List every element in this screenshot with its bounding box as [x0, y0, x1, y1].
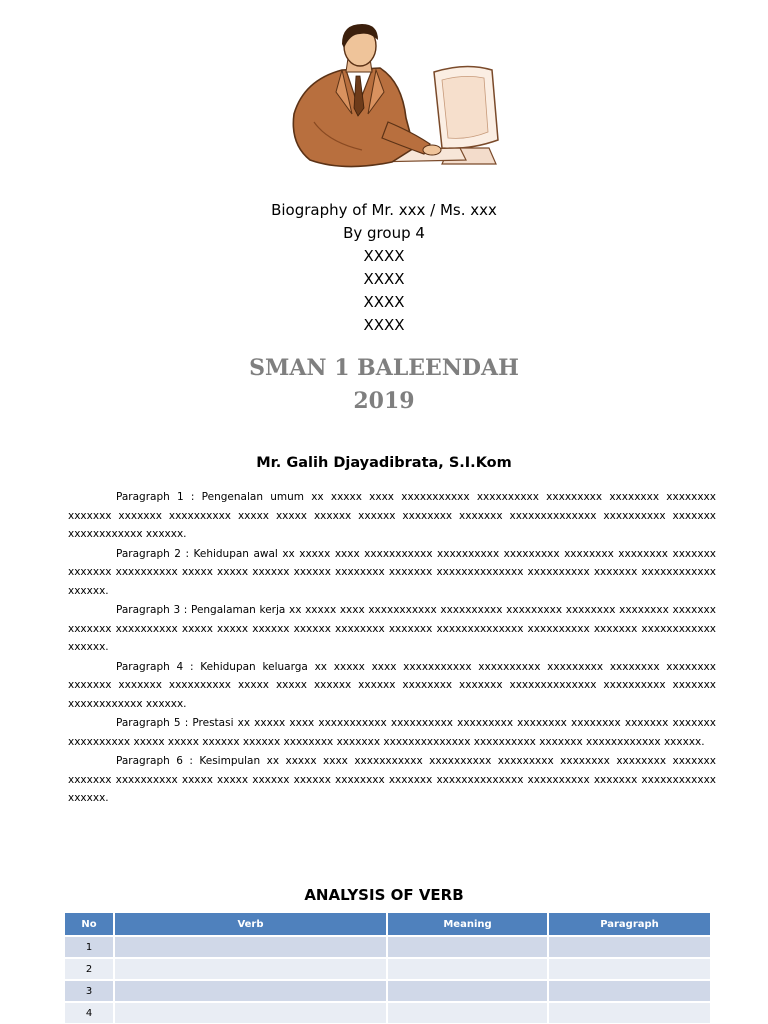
- meaning-cell: [387, 1002, 548, 1023]
- member-name: XXXX: [363, 270, 405, 288]
- analysis-title: ANALYSIS OF VERB: [304, 886, 464, 904]
- paragraph: Paragraph 2 : Kehidupan awal xx xxxxx xxxx xxxxxxxxxxx xxxxxxxxxx xxxxxxxxx xxxxxxxx xxxxxxxx xxxxxxx xxxxxxx xxxxxxxxxx xxxxx xxxxx xxxxxx xxxxxx xxxxxxxx xxxxxxx xxxxxxxxxxxxxx xxxxxxxxxx xxxxxxx xxxxxxxxxxxx xxxxxx.: [68, 547, 716, 597]
- paragraph: Paragraph 1 : Pengenalan umum xx xxxxx xxxx xxxxxxxxxxx xxxxxxxxxx xxxxxxxxx xxxxxxxx xxxxxxxx xxxxxxx xxxxxxx xxxxxxxxxx xxxxx xxxxx xxxxxx xxxxxx xxxxxxxx xxxxxxx xxxxxxxxxxxxxx xxxxxxxxxx xxxxxxx xxxxxxxxxxxx xxxxxx.: [68, 491, 716, 540]
- row-number-cell: 3: [65, 980, 114, 1002]
- verb-cell: [114, 1002, 387, 1023]
- verb-cell: [114, 936, 387, 958]
- table-row: [65, 936, 710, 958]
- column-header-verb: Verb: [114, 913, 387, 936]
- verb-cell: [114, 958, 387, 980]
- biography-title: Biography of Mr. xxx / Ms. xxx: [271, 201, 497, 219]
- biography-subject-name: Mr. Galih Djayadibrata, S.I.Kom: [256, 455, 512, 471]
- column-header-paragraph: Paragraph: [548, 913, 710, 936]
- member-name: XXXX: [363, 293, 405, 311]
- verb-cell: [114, 980, 387, 1002]
- row-number-cell: 1: [65, 936, 114, 958]
- paragraph-cell: [548, 958, 710, 980]
- paragraph-cell: [548, 980, 710, 1002]
- school-name: SMAN 1 BALEENDAH: [249, 355, 519, 381]
- meaning-cell: [387, 958, 548, 980]
- businessman-at-computer-icon: [284, 22, 504, 180]
- table-row: [65, 1002, 710, 1023]
- paragraph: Paragraph 4 : Kehidupan keluarga xx xxxxx xxxx xxxxxxxxxxx xxxxxxxxxx xxxxxxxxx xxxxxxxx xxxxxxxx xxxxxxx xxxxxxx xxxxxxxxxx xxxxx xxxxx xxxxxx xxxxxx xxxxxxxx xxxxxxx xxxxxxxxxxxxxx xxxxxxxxxx xxxxxxx xxxxxxxxxxxx xxxxxx.: [68, 660, 716, 710]
- column-header-no: No: [65, 913, 114, 936]
- table-header-row: [65, 913, 710, 936]
- table-row: [65, 958, 710, 980]
- meaning-cell: [387, 936, 548, 958]
- meaning-cell: [387, 980, 548, 1002]
- row-number-cell: 4: [65, 1002, 114, 1023]
- paragraph-cell: [548, 1002, 710, 1023]
- biography-paragraphs: [68, 488, 716, 809]
- member-name: XXXX: [363, 316, 405, 334]
- verb-analysis-table: [65, 913, 710, 1023]
- paragraph: Paragraph 3 : Pengalaman kerja xx xxxxx xxxx xxxxxxxxxxx xxxxxxxxxx xxxxxxxxx xxxxxxxx xxxxxxxx xxxxxxx xxxxxxx xxxxxxxxxx xxxxx xxxxx xxxxxx xxxxxx xxxxxxxx xxxxxxx xxxxxxxxxxxxxx xxxxxxxxxx xxxxxxx xxxxxxxxxxxx xxxxxx.: [68, 604, 716, 653]
- paragraph: Paragraph 5 : Prestasi xx xxxxx xxxx xxxxxxxxxxx xxxxxxxxxx xxxxxxxxx xxxxxxxx xxxxxxxx xxxxxxx xxxxxxx xxxxxxxxxx xxxxx xxxxx xxxxxx xxxxxx xxxxxxxx xxxxxxx xxxxxxxxxxxxxx xxxxxxxxxx xxxxxxx xxxxxxxxxxxx xxxxxx.: [68, 717, 716, 748]
- column-header-meaning: Meaning: [387, 913, 548, 936]
- row-number-cell: 2: [65, 958, 114, 980]
- cover-block: [0, 199, 768, 337]
- group-label: By group 4: [343, 224, 425, 242]
- paragraph-cell: [548, 936, 710, 958]
- table-row: [65, 980, 710, 1002]
- member-name: XXXX: [363, 247, 405, 265]
- school-year: 2019: [353, 388, 415, 414]
- school-block: [0, 352, 768, 418]
- paragraph: Paragraph 6 : Kesimpulan xx xxxxx xxxx xxxxxxxxxxx xxxxxxxxxx xxxxxxxxx xxxxxxxx xxxxxxxx xxxxxxx xxxxxxx xxxxxxxxxx xxxxx xxxxx xxxxxx xxxxxx xxxxxxxx xxxxxxx xxxxxxxxxxxxxx xxxxxxxxxx xxxxxxx xxxxxxxxxxxx xxxxxx.: [68, 755, 716, 804]
